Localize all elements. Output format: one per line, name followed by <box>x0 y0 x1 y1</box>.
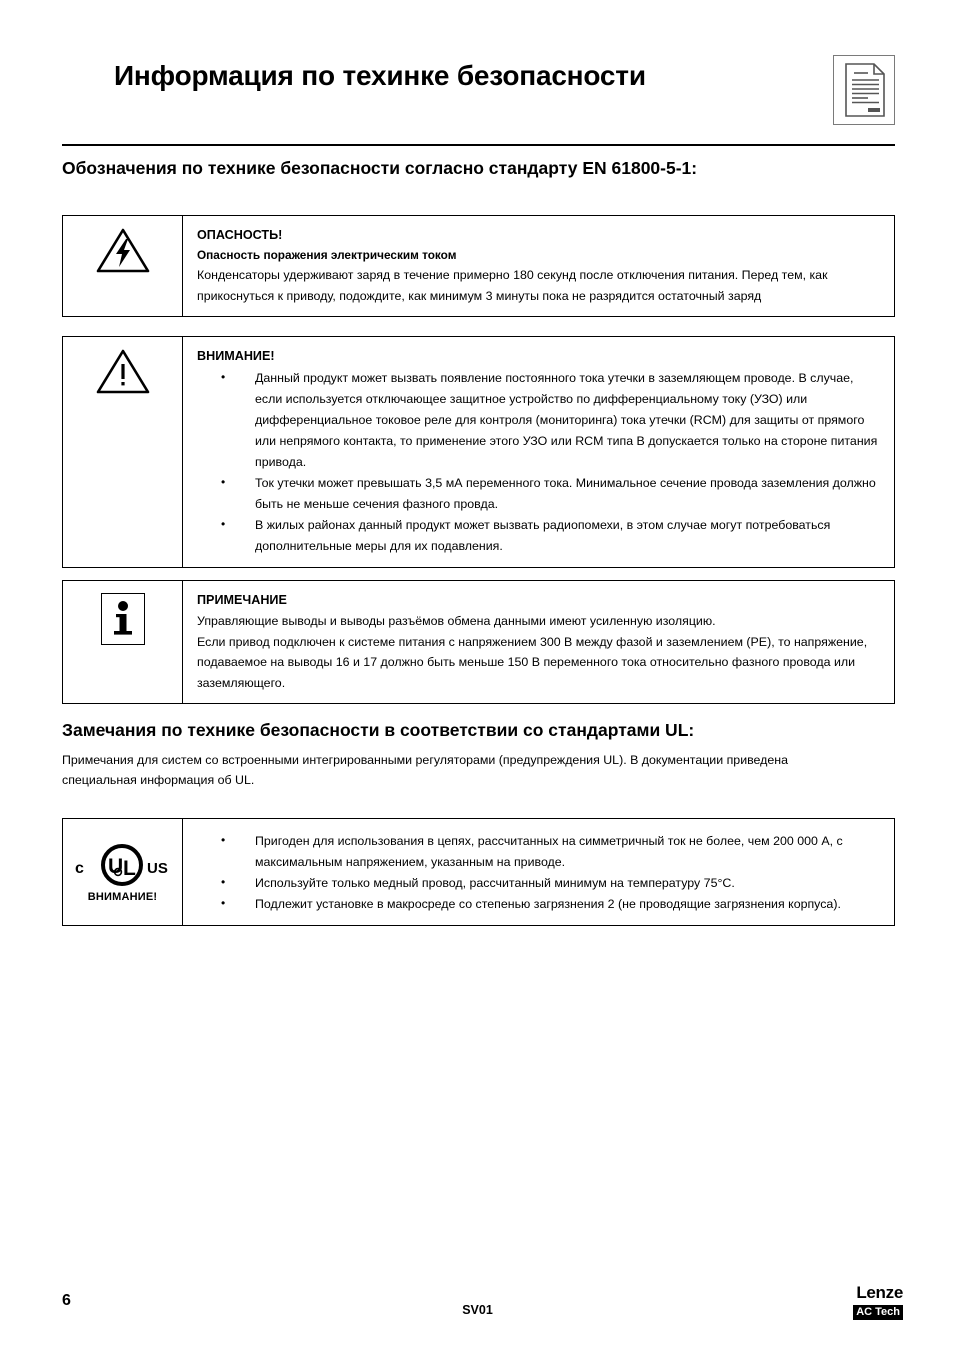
note-text-cell <box>183 581 894 703</box>
svg-text:c: c <box>74 859 84 877</box>
note-callout-box <box>62 580 895 704</box>
danger-callout-box <box>62 215 895 317</box>
electric-shock-triangle-icon <box>95 226 151 274</box>
title-divider <box>62 144 895 146</box>
warning-text-cell <box>183 337 894 567</box>
list-item: • Используйте только медный провод, рассчитанный минимум на температуру 75°C. <box>207 873 882 894</box>
note-line-2: Если привод подключен к системе питания с напряжением 300 В между фазой и заземлением (PE), то напряжение, подаваемое на выводы 16 и 17 должно быть меньше 150 В переменного тока относительно фазного провода или заземляющего. <box>197 634 868 690</box>
section-heading-en: Обозначения по технике безопасности согласно стандарту EN 61800-5-1: <box>62 158 698 178</box>
ul-icon-cell <box>63 819 183 925</box>
warning-callout-box <box>62 336 895 568</box>
footer-page-number: 6 <box>62 1292 71 1309</box>
warning-icon-cell <box>63 337 183 567</box>
note-icon-cell <box>63 581 183 703</box>
ul-intro-paragraph: Примечания для систем со встроенными интегрированными регуляторами (предупреждения UL). В документации приведена специальная информация об UL. <box>62 753 789 787</box>
list-item: • Пригоден для использования в цепях, рассчитанных на симметричный ток не более, чем 200 000 А, с максимальным напряжением, указанным на приводе. <box>207 831 882 873</box>
info-icon-svg <box>110 599 136 639</box>
list-item: • Подлежит установке в макросреде со степенью загрязнения 2 (не проводящие загрязнения корпуса). <box>207 894 882 915</box>
page-title: Информация по техинке безопасности <box>114 60 646 91</box>
ul-callout-box <box>62 818 895 926</box>
lenze-logo <box>853 1284 903 1320</box>
culus-mark-icon <box>71 842 175 888</box>
svg-text:US: US <box>146 859 168 877</box>
lenze-brand-sub: AC Tech <box>853 1305 903 1320</box>
list-item: • Ток утечки может превышать 3,5 мА переменного тока. Минимальное сечение провода заземления должно быть не меньше сечения фазного провда. <box>207 473 882 515</box>
warning-bullet-list <box>197 368 882 557</box>
svg-text:L: L <box>122 856 136 880</box>
lenze-brand-name: Lenze <box>856 1283 903 1302</box>
ul-text-cell <box>183 819 894 925</box>
danger-subtitle: Опасность поражения электрическим током <box>197 248 457 262</box>
footer-doc-code: SV01 <box>462 1303 493 1317</box>
info-icon <box>101 593 145 645</box>
svg-text:U: U <box>107 854 123 878</box>
page-header <box>62 55 895 145</box>
note-line-1: Управляющие выводы и выводы разъёмов обмена данными имеют усиленную изоляцию. <box>197 614 716 628</box>
section-heading-ul: Замечания по технике безопасности в соответствии со стандартами UL: <box>62 720 695 740</box>
ul-mark-caption: ВНИМАНИЕ! <box>87 890 158 903</box>
warning-title: ВНИМАНИЕ! <box>197 349 275 363</box>
list-item: • Данный продукт может вызвать появление постоянного тока утечки в заземляющем проводе. В случае, если используется отключающее защитное устройство по дифференциальному току (УЗО) или дифференциальное токовое реле для контроля (мониторинга) тока утечки (RCM) для защиты от прямого или непрямого контакта, то применение этого УЗО или RCM типа В допускается только на стороне питания привода. <box>207 368 882 473</box>
note-title: ПРИМЕЧАНИЕ <box>197 593 287 607</box>
document-icon <box>833 55 895 125</box>
danger-text: Конденсаторы удерживают заряд в течение примерно 180 секунд после отключения питания. Перед тем, как прикоснуться к приводу, подождите, как минимум 3 минуты пока не разрядится остаточный заряд <box>197 268 828 303</box>
warning-triangle-icon <box>95 347 151 395</box>
danger-title: ОПАСНОСТЬ! <box>197 228 283 242</box>
list-item: • В жилых районах данный продукт может вызвать радиопомехи, в этом случае могут потребоваться дополнительные меры для их подавления. <box>207 515 882 557</box>
danger-icon-cell <box>63 216 183 316</box>
ul-bullet-list <box>197 831 882 915</box>
danger-text-cell <box>183 216 894 316</box>
document-icon-svg <box>834 56 894 124</box>
